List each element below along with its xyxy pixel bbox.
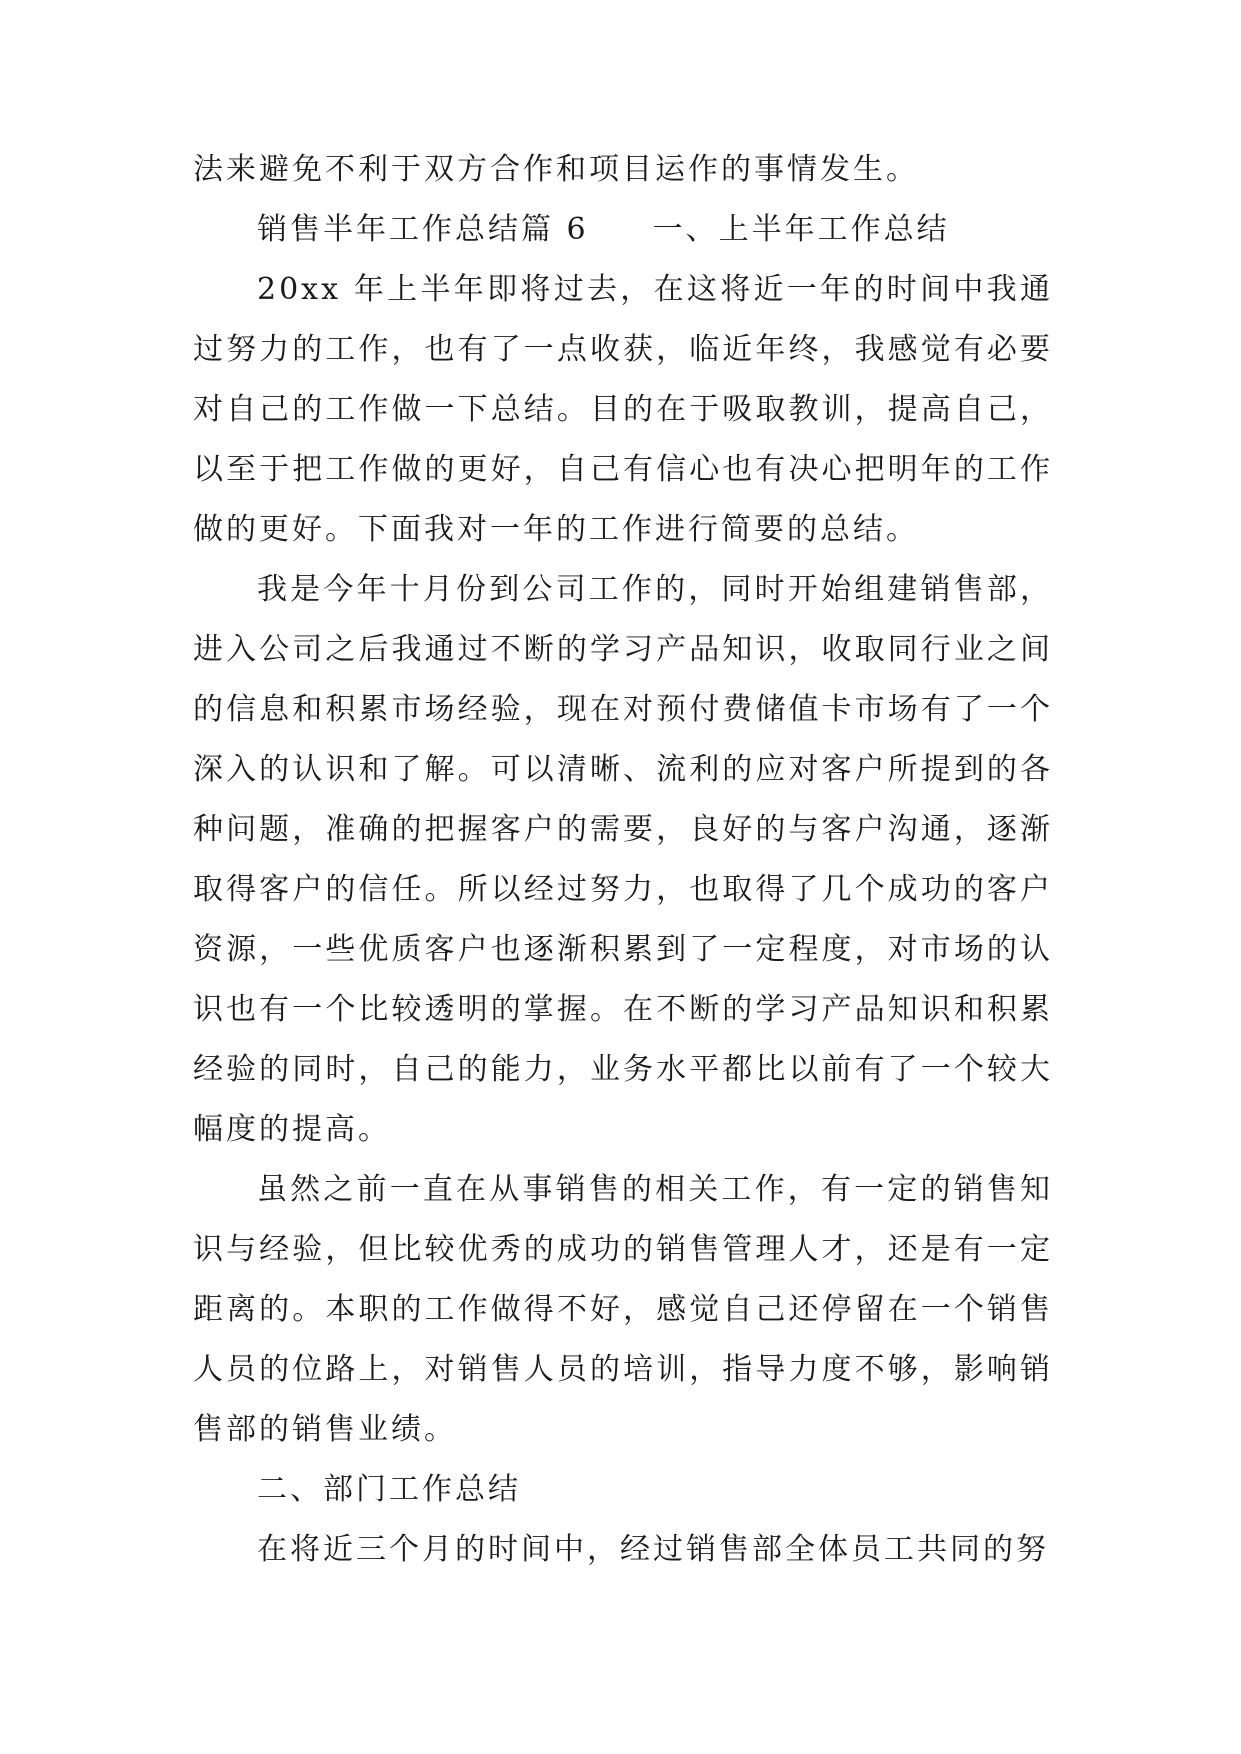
paragraph-1: 20xx 年上半年即将过去，在这将近一年的时间中我通过努力的工作，也有了一点收获，临近年终，我感觉有必要对自己的工作做一下总结。目的在于吸取教训，提高自己，以至于把工作做的更好，自己有信心也有决心把明年的工作做的更好。下面我对一年的工作进行简要的总结。 xyxy=(193,272,1053,547)
paragraph-3: 虽然之前一直在从事销售的相关工作，有一定的销售知识与经验，但比较优秀的成功的销售管理人才，还是有一定距离的。本职的工作做得不好，感觉自己还停留在一个销售人员的位路上，对销售人员的培训，指导力度不够，影响销售部的销售业绩。 xyxy=(193,1172,1053,1447)
continuation-line: 法来避免不利于双方合作和项目运作的事情发生。 xyxy=(193,152,919,187)
paragraph-4-first-line: 在将近三个月的时间中，经过销售部全体员工共同的努 xyxy=(257,1532,1049,1567)
document-page xyxy=(193,140,1053,1580)
paragraph-2: 我是今年十月份到公司工作的，同时开始组建销售部，进入公司之后我通过不断的学习产品知识，收取同行业之间的信息和积累市场经验，现在对预付费储值卡市场有了一个深入的认识和了解。可以清晰、流利的应对客户所提到的各种问题，准确的把握客户的需要，良好的与客户沟通，逐渐取得客户的信任。所以经过努力，也取得了几个成功的客户资源，一些优质客户也逐渐积累到了一定程度，对市场的认识也有一个比较透明的掌握。在不断的学习产品知识和积累经验的同时，自己的能力，业务水平都比以前有了一个较大幅度的提高。 xyxy=(193,572,1053,1147)
document-title: 销售半年工作总结篇 6 xyxy=(257,212,589,247)
document-title-row xyxy=(193,200,1053,260)
section-heading-1: 一、上半年工作总结 xyxy=(652,212,950,247)
section-heading-2: 二、部门工作总结 xyxy=(257,1472,521,1507)
